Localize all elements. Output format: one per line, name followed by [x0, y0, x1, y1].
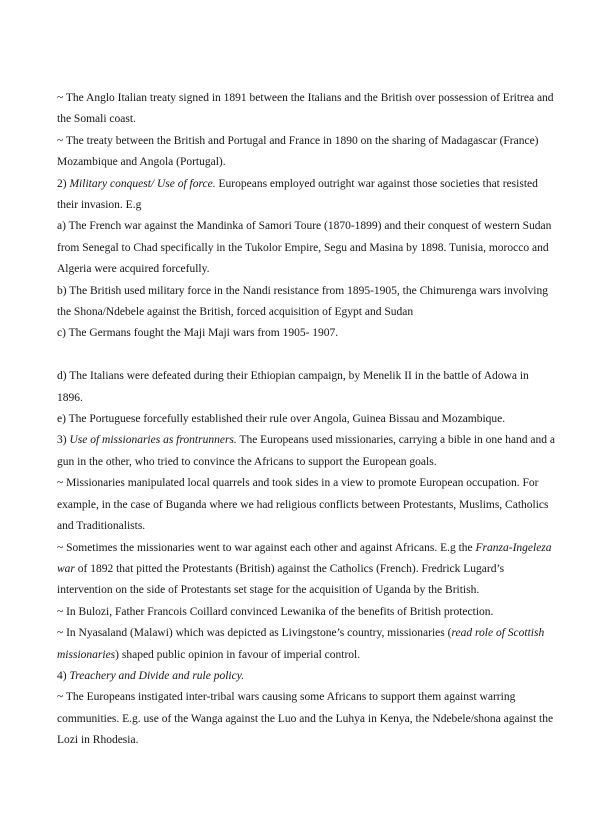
- paragraph: [57, 174, 557, 217]
- italic-text-run: Use of missionaries as frontrunners.: [69, 434, 237, 447]
- italic-text-run: Military conquest/ Use of force.: [69, 177, 216, 190]
- paragraph: [57, 473, 557, 537]
- text-run: ~ In Bulozi, Father Francois Coillard convinced Lewanika of the benefits of British protection.: [57, 605, 494, 618]
- blank-line: [57, 345, 557, 366]
- text-run: d) The Italians were defeated during their Ethiopian campaign, by Menelik II in the battle of Adowa in 1896.: [57, 370, 529, 404]
- paragraph: [57, 323, 557, 344]
- text-run: ~ Missionaries manipulated local quarrels and took sides in a view to promote European occupation. For example, in the case of Buganda where we had religious conflicts between Protestants, Muslims, Catholics and Traditionalists.: [57, 477, 549, 533]
- paragraph: [57, 366, 557, 409]
- paragraph: [57, 88, 557, 131]
- text-run: ~ The treaty between the British and Portugal and France in 1890 on the sharing of Madagascar (France) Mozambique and Angola (Portugal).: [57, 134, 539, 169]
- text-run: 2): [57, 177, 70, 190]
- italic-text-run: read role of Scottish missionaries: [57, 627, 545, 661]
- text-run: Europeans employed outright war against those societies that resisted their invasion. E.g: [57, 177, 538, 212]
- text-run: of 1892 that pitted the Protestants (British) against the Catholics (French). Fredrick Lugard’s intervention on the side of Protestants set stage for the acquisition of Uganda by the British.: [57, 562, 505, 597]
- document-body: [57, 88, 557, 752]
- paragraph: [57, 623, 557, 666]
- paragraph: [57, 666, 557, 687]
- text-run: b) The British used military force in the Nandi resistance from 1895-1905, the Chimurenga wars involving the Shona/Ndebele against the British, forced acquisition of Egypt and Sudan: [57, 284, 548, 319]
- text-run: The Europeans used missionaries, carrying a bible in one hand and a gun in the other, who tried to convince the Africans to support the European goals.: [57, 434, 555, 468]
- text-run: ~ Sometimes the missionaries went to war against each other and against Africans. E.g the: [57, 541, 476, 554]
- paragraph: [57, 687, 557, 751]
- italic-text-run: Franza-Ingeleza war: [57, 541, 552, 575]
- italic-text-run: Treachery and Divide and rule policy.: [69, 669, 245, 682]
- text-run: ) shaped public opinion in favour of imperial control.: [115, 648, 361, 661]
- text-run: ~ In Nyasaland (Malawi) which was depicted as Livingstone’s country, missionaries (: [57, 627, 452, 640]
- text-run: e) The Portuguese forcefully established their rule over Angola, Guinea Bissau and Mozambique.: [57, 413, 506, 426]
- paragraph: [57, 131, 557, 174]
- paragraph: [57, 538, 557, 602]
- paragraph: [57, 281, 557, 324]
- paragraph: [57, 430, 557, 473]
- paragraph: [57, 602, 557, 623]
- paragraph: [57, 216, 557, 280]
- text-run: ~ The Europeans instigated inter-tribal wars causing some Africans to support them against warring communities. E.g. use of the Wanga against the Luo and the Luhya in Kenya, the Ndebele/shona against the Lozi in Rhodesia.: [57, 691, 554, 747]
- paragraph: [57, 409, 557, 430]
- text-run: a) The French war against the Mandinka of Samori Toure (1870-1899) and their conquest of western Sudan from Senegal to Chad specifically in the Tukolor Empire, Segu and Masina by 1898. Tunisia, morocco and Algeria were acquired forcefully.: [57, 220, 552, 276]
- text-run: c) The Germans fought the Maji Maji wars from 1905- 1907.: [57, 327, 339, 340]
- text-run: ~ The Anglo Italian treaty signed in 1891 between the Italians and the British over possession of Eritrea and the Somali coast.: [57, 92, 554, 126]
- text-run: 4): [57, 669, 70, 682]
- text-run: 3): [57, 434, 70, 447]
